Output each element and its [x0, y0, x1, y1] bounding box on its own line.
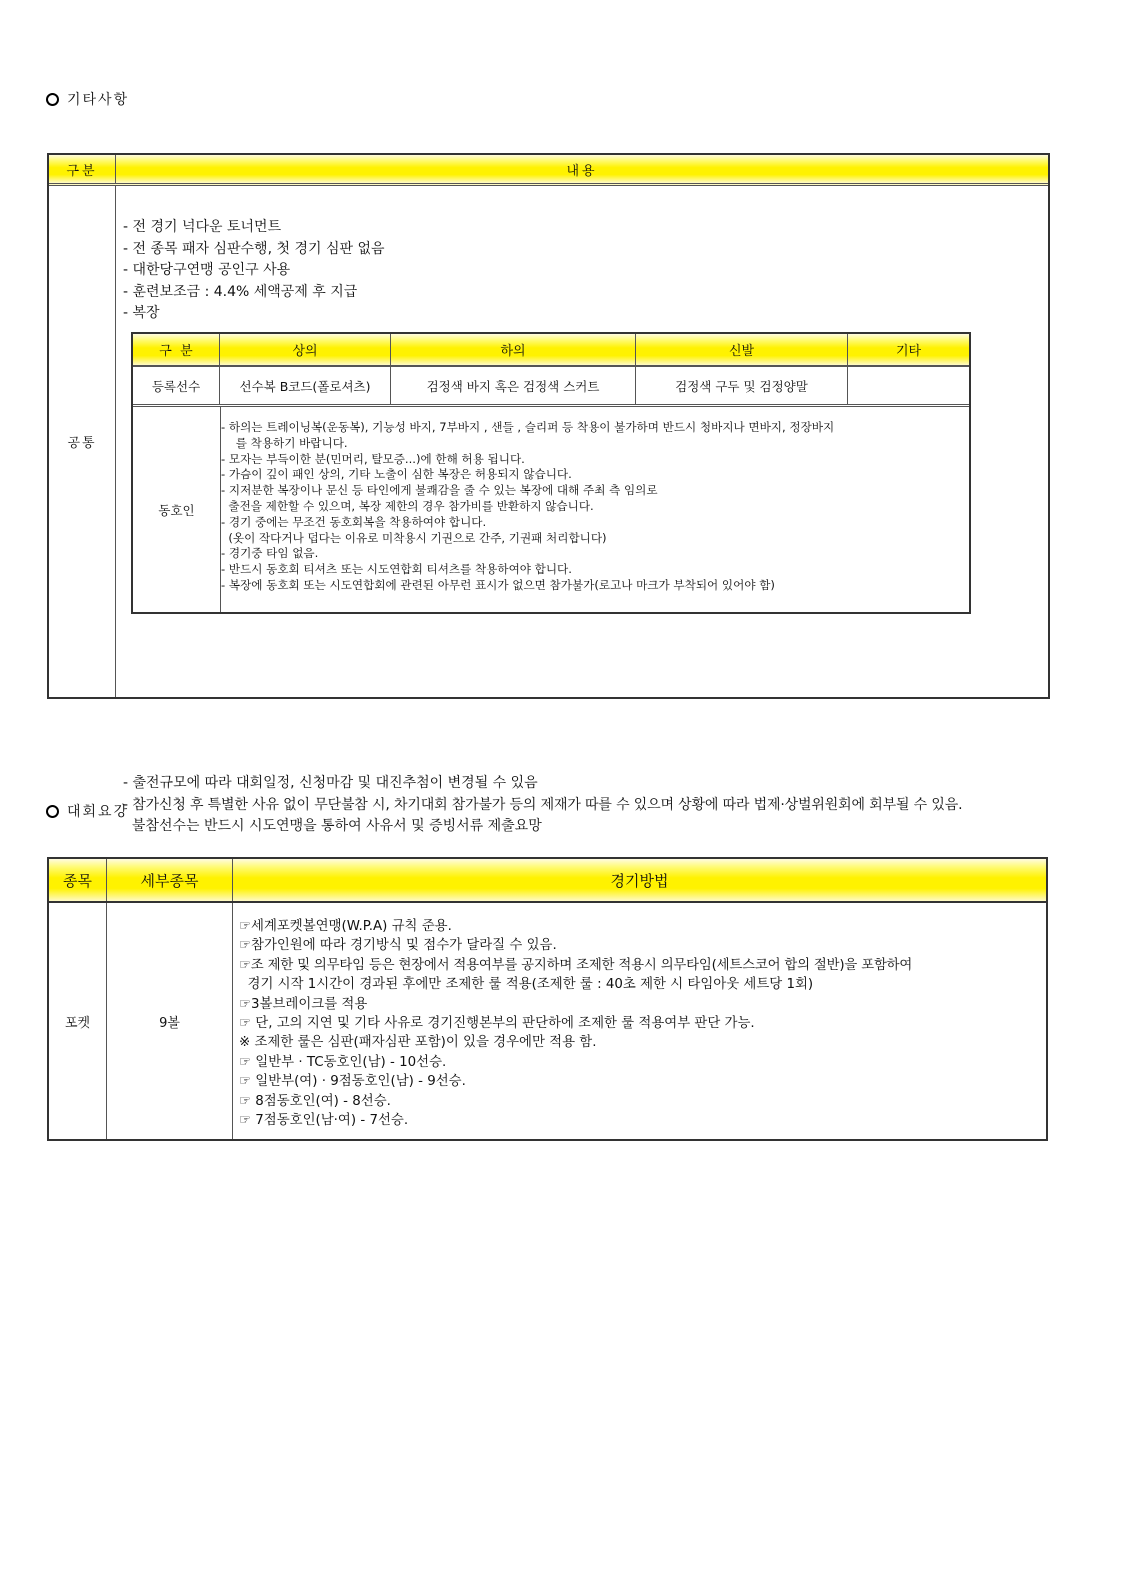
- section-title-misc-text: 기타사항: [67, 92, 130, 108]
- header-event: 종목: [49, 859, 107, 901]
- event-cell: 포켓: [49, 903, 107, 1139]
- bullet-item: - 훈련보조금 : 4.4% 세액공제 후 지급: [123, 283, 358, 300]
- club-rule-line: - 경기 중에는 무조건 동호회복을 착용하여야 합니다.: [221, 514, 487, 529]
- rule-line: ☞조 제한 및 의무타임 등은 현장에서 적용여부를 공지하며 조제한 적용시 의무타임(세트스코어 합의 절반)을 포함하여: [239, 957, 913, 973]
- club-rules: [221, 420, 967, 594]
- dress-header-bottom: 하의: [391, 334, 636, 365]
- guidelines-table: [47, 857, 1048, 1141]
- sub-event-cell: 9볼: [107, 903, 233, 1139]
- club-rule-line: 출전을 제한할 수 있으며, 복장 제한의 경우 참가비를 반환하지 않습니다.: [221, 498, 594, 513]
- club-rule-line: - 지저분한 복장이나 문신 등 타인에게 불쾌감을 줄 수 있는 복장에 대해 주최 측 임의로: [221, 483, 658, 498]
- bullet-item: - 전 종목 패자 심판수행, 첫 경기 심판 없음: [123, 240, 385, 257]
- club-rule-line: - 모자는 부득이한 분(민머리, 탈모증...)에 한해 허용 됩니다.: [221, 451, 525, 466]
- club-rule-line: 를 착용하기 바랍니다.: [221, 435, 348, 450]
- dress-header-top: 상의: [220, 334, 391, 365]
- guidelines-row: [49, 903, 1046, 1139]
- header-content: 내용: [566, 163, 598, 179]
- rule-line: ☞참가인원에 따라 경기방식 및 점수가 달라질 수 있음.: [239, 938, 557, 954]
- bullet-item: 불참선수는 반드시 시도연맹을 통하여 사유서 및 증빙서류 제출요망: [123, 818, 542, 834]
- rule-line: ☞ 일반부 · TC동호인(남) - 10선승.: [239, 1054, 447, 1070]
- registered-label: 등록선수: [133, 367, 220, 404]
- dress-header-etc: 기타: [895, 344, 922, 359]
- dress-code-table: [131, 332, 971, 614]
- registered-shoes: 검정색 구두 및 검정양말: [636, 367, 848, 404]
- bullet-item: - 대한당구연맹 공인구 사용: [123, 262, 291, 278]
- club-rule-line: - 경기중 타임 없음.: [221, 546, 319, 561]
- header-sub-event: 세부종목: [107, 859, 233, 901]
- rule-line: ☞세계포켓볼연맹(W.P.A) 규칙 준용.: [239, 919, 452, 934]
- rule-line: ☞ 일반부(여) · 9점동호인(남) - 9선승.: [239, 1074, 466, 1090]
- section-title-guidelines: [46, 801, 129, 821]
- bottom-bullet-list: [123, 773, 962, 838]
- header-category: 구분: [49, 155, 116, 183]
- rule-line: ☞ 7점동호인(남·여) - 7선승.: [239, 1113, 409, 1129]
- club-rule-line: (옷이 작다거나 덥다는 이유로 미착용시 기권으로 간주, 기권패 처리합니다): [221, 530, 607, 545]
- top-bullet-list: [123, 217, 385, 325]
- dress-header-shoes: 신발: [636, 334, 848, 365]
- game-method-cell: [233, 903, 1046, 1139]
- section-title-guidelines-text: 대회요강: [67, 804, 130, 820]
- bullet-item: - 출전규모에 따라 대회일정, 신청마감 및 대진추첨이 변경될 수 있음: [123, 775, 538, 791]
- rule-line: ☞ 8점동호인(여) - 8선승.: [239, 1093, 391, 1109]
- rule-line: ※ 조제한 룰은 심판(패자심판 포함)이 있을 경우에만 적용 함.: [239, 1035, 597, 1051]
- bullet-item: - 복장: [123, 305, 160, 321]
- circle-bullet-icon: [46, 805, 59, 818]
- club-rule-line: - 반드시 동호회 티셔츠 또는 시도연합회 티셔츠를 착용하여야 합니다.: [221, 562, 572, 577]
- guidelines-table-header: [49, 859, 1046, 903]
- rule-line: ☞ 단, 고의 지연 및 기타 사유로 경기진행본부의 판단하에 조제한 룰 적용여부 판단 가능.: [239, 1016, 755, 1032]
- club-rule-line: - 하의는 트레이닝복(운동복), 기능성 바지, 7부바지 , 샌들 , 슬리퍼 등 착용이 불가하며 반드시 청바지나 면바지, 정장바지: [221, 420, 835, 434]
- section-title-misc: [46, 89, 129, 109]
- bullet-item: - 전 경기 넉다운 토너먼트: [123, 219, 282, 235]
- row-label-common: 공통: [49, 186, 116, 697]
- circle-bullet-icon: [46, 93, 59, 106]
- club-rule-line: - 복장에 동호회 또는 시도연합회에 관련된 아무런 표시가 없으면 참가불가(로고나 마크가 부착되어 있어야 함): [221, 577, 775, 592]
- registered-bottom: 검정색 바지 혹은 검정색 스커트: [391, 367, 636, 404]
- dress-row-registered: [133, 367, 969, 407]
- club-rule-line: - 가슴이 깊이 패인 상의, 기타 노출이 심한 복장은 허용되지 않습니다.: [221, 467, 572, 482]
- registered-top: 선수복 B코드(폴로셔츠): [220, 367, 391, 404]
- registered-etc: [848, 367, 969, 404]
- rule-line: 경기 시작 1시간이 경과된 후에만 조제한 룰 적용(조제한 룰 : 40초 제한 시 타임아웃 세트당 1회): [239, 977, 814, 993]
- club-label: 동호인: [133, 407, 221, 612]
- bullet-item: - 참가신청 후 특별한 사유 없이 무단불참 시, 차기대회 참가불가 등의 제재가 따를 수 있으며 상황에 따라 법제·상벌위원회에 회부될 수 있음.: [123, 796, 963, 813]
- misc-table-header: [49, 155, 1048, 186]
- dress-table-header: [133, 334, 969, 367]
- dress-header-category: 구 분: [133, 334, 220, 365]
- rule-line: ☞3볼브레이크를 적용: [239, 996, 368, 1012]
- header-game-method: 경기방법: [610, 871, 669, 890]
